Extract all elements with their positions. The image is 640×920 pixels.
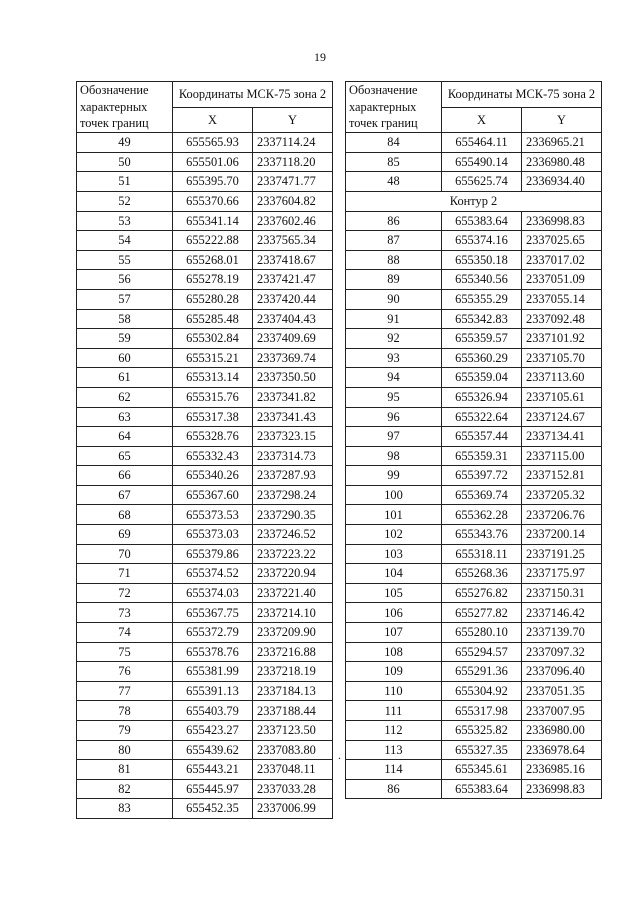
y-coordinate-cell: 2337420.44 bbox=[253, 289, 333, 309]
table-row bbox=[77, 525, 333, 545]
x-coordinate-cell: 655277.82 bbox=[442, 603, 522, 623]
point-number-cell: 98 bbox=[346, 446, 442, 466]
x-coordinate-cell: 655367.75 bbox=[173, 603, 253, 623]
y-coordinate-cell: 2337604.82 bbox=[253, 191, 333, 211]
table-row bbox=[346, 642, 602, 662]
x-coordinate-cell: 655464.11 bbox=[442, 133, 522, 153]
y-coordinate-cell: 2337113.60 bbox=[522, 368, 602, 388]
y-coordinate-cell: 2337017.02 bbox=[522, 250, 602, 270]
point-number-cell: 56 bbox=[77, 270, 173, 290]
table-row bbox=[346, 603, 602, 623]
point-number-cell: 51 bbox=[77, 172, 173, 192]
table-row bbox=[346, 701, 602, 721]
x-coordinate-cell: 655325.82 bbox=[442, 721, 522, 741]
x-coordinate-cell: 655322.64 bbox=[442, 407, 522, 427]
point-number-cell: 63 bbox=[77, 407, 173, 427]
point-number-cell: 109 bbox=[346, 662, 442, 682]
point-number-cell: 74 bbox=[77, 623, 173, 643]
table-row bbox=[346, 172, 602, 192]
table-row bbox=[77, 231, 333, 251]
point-number-cell: 107 bbox=[346, 623, 442, 643]
table-row bbox=[77, 387, 333, 407]
points-label-header: Обозначение характерных точек границ bbox=[346, 82, 442, 133]
point-number-cell: 73 bbox=[77, 603, 173, 623]
x-coordinate-cell: 655318.11 bbox=[442, 544, 522, 564]
table-row bbox=[77, 662, 333, 682]
table-row bbox=[77, 348, 333, 368]
x-coordinate-cell: 655350.18 bbox=[442, 250, 522, 270]
point-number-cell: 72 bbox=[77, 583, 173, 603]
point-number-cell: 60 bbox=[77, 348, 173, 368]
y-coordinate-cell: 2337105.70 bbox=[522, 348, 602, 368]
x-coordinate-cell: 655403.79 bbox=[173, 701, 253, 721]
point-number-cell: 89 bbox=[346, 270, 442, 290]
y-coordinate-cell: 2337341.43 bbox=[253, 407, 333, 427]
x-coordinate-cell: 655285.48 bbox=[173, 309, 253, 329]
y-coordinate-cell: 2337314.73 bbox=[253, 446, 333, 466]
y-coordinate-cell: 2337471.77 bbox=[253, 172, 333, 192]
y-coordinate-cell: 2337114.24 bbox=[253, 133, 333, 153]
point-number-cell: 87 bbox=[346, 231, 442, 251]
y-coordinate-cell: 2337421.47 bbox=[253, 270, 333, 290]
y-coordinate-cell: 2336980.48 bbox=[522, 152, 602, 172]
y-coordinate-cell: 2337191.25 bbox=[522, 544, 602, 564]
table-row bbox=[346, 427, 602, 447]
point-number-cell: 66 bbox=[77, 466, 173, 486]
coordinates-table-left bbox=[76, 81, 333, 819]
y-coordinate-cell: 2337083.80 bbox=[253, 740, 333, 760]
point-number-cell: 102 bbox=[346, 525, 442, 545]
table-row bbox=[77, 211, 333, 231]
point-number-cell: 82 bbox=[77, 779, 173, 799]
point-number-cell: 76 bbox=[77, 662, 173, 682]
x-coordinate-cell: 655360.29 bbox=[442, 348, 522, 368]
x-coordinate-cell: 655343.76 bbox=[442, 525, 522, 545]
point-number-cell: 54 bbox=[77, 231, 173, 251]
x-coordinate-cell: 655367.60 bbox=[173, 485, 253, 505]
y-coordinate-cell: 2337218.19 bbox=[253, 662, 333, 682]
x-coordinate-cell: 655383.64 bbox=[442, 211, 522, 231]
x-coordinate-cell: 655315.21 bbox=[173, 348, 253, 368]
table-row bbox=[77, 309, 333, 329]
table-row bbox=[346, 466, 602, 486]
point-number-cell: 108 bbox=[346, 642, 442, 662]
x-coordinate-cell: 655357.44 bbox=[442, 427, 522, 447]
table-row bbox=[346, 250, 602, 270]
x-coordinate-cell: 655359.04 bbox=[442, 368, 522, 388]
point-number-cell: 55 bbox=[77, 250, 173, 270]
table-row bbox=[346, 368, 602, 388]
x-coordinate-cell: 655379.86 bbox=[173, 544, 253, 564]
x-coordinate-cell: 655372.79 bbox=[173, 623, 253, 643]
y-coordinate-cell: 2337006.99 bbox=[253, 799, 333, 819]
x-coordinate-cell: 655383.64 bbox=[442, 779, 522, 799]
y-coordinate-cell: 2337409.69 bbox=[253, 329, 333, 349]
table-row bbox=[77, 407, 333, 427]
x-coordinate-cell: 655439.62 bbox=[173, 740, 253, 760]
table-row bbox=[346, 740, 602, 760]
x-coordinate-cell: 655326.94 bbox=[442, 387, 522, 407]
y-coordinate-cell: 2336998.83 bbox=[522, 211, 602, 231]
x-coordinate-cell: 655355.29 bbox=[442, 289, 522, 309]
point-number-cell: 97 bbox=[346, 427, 442, 447]
y-coordinate-cell: 2337418.67 bbox=[253, 250, 333, 270]
y-coordinate-cell: 2337123.50 bbox=[253, 721, 333, 741]
table-row bbox=[77, 191, 333, 211]
point-number-cell: 70 bbox=[77, 544, 173, 564]
point-number-cell: 49 bbox=[77, 133, 173, 153]
trailing-mark: . bbox=[338, 748, 341, 762]
x-coordinate-cell: 655304.92 bbox=[442, 681, 522, 701]
x-coordinate-cell: 655341.14 bbox=[173, 211, 253, 231]
point-number-cell: 100 bbox=[346, 485, 442, 505]
x-coordinate-cell: 655490.14 bbox=[442, 152, 522, 172]
point-number-cell: 103 bbox=[346, 544, 442, 564]
y-coordinate-cell: 2337216.88 bbox=[253, 642, 333, 662]
table-row bbox=[77, 329, 333, 349]
y-coordinate-cell: 2337175.97 bbox=[522, 564, 602, 584]
y-coordinate-cell: 2337341.82 bbox=[253, 387, 333, 407]
table-row bbox=[77, 799, 333, 819]
table-row bbox=[77, 603, 333, 623]
table-row bbox=[346, 152, 602, 172]
table-row bbox=[346, 505, 602, 525]
table-row bbox=[346, 544, 602, 564]
x-coordinate-cell: 655340.26 bbox=[173, 466, 253, 486]
table-row bbox=[346, 211, 602, 231]
y-coordinate-cell: 2337184.13 bbox=[253, 681, 333, 701]
y-coordinate-cell: 2336998.83 bbox=[522, 779, 602, 799]
point-number-cell: 99 bbox=[346, 466, 442, 486]
point-number-cell: 67 bbox=[77, 485, 173, 505]
x-coordinate-cell: 655445.97 bbox=[173, 779, 253, 799]
coordinates-header: Координаты МСК-75 зона 2 bbox=[442, 82, 602, 108]
y-coordinate-cell: 2337200.14 bbox=[522, 525, 602, 545]
point-number-cell: 80 bbox=[77, 740, 173, 760]
x-coordinate-cell: 655378.76 bbox=[173, 642, 253, 662]
point-number-cell: 65 bbox=[77, 446, 173, 466]
x-coordinate-cell: 655397.72 bbox=[442, 466, 522, 486]
point-number-cell: 84 bbox=[346, 133, 442, 153]
point-number-cell: 69 bbox=[77, 525, 173, 545]
x-coordinate-cell: 655317.38 bbox=[173, 407, 253, 427]
y-coordinate-cell: 2337146.42 bbox=[522, 603, 602, 623]
point-number-cell: 57 bbox=[77, 289, 173, 309]
table-row bbox=[346, 760, 602, 780]
x-coordinate-cell: 655362.28 bbox=[442, 505, 522, 525]
point-number-cell: 77 bbox=[77, 681, 173, 701]
point-number-cell: 110 bbox=[346, 681, 442, 701]
x-coordinate-cell: 655381.99 bbox=[173, 662, 253, 682]
table-row bbox=[77, 505, 333, 525]
point-number-cell: 86 bbox=[346, 211, 442, 231]
y-coordinate-cell: 2336934.40 bbox=[522, 172, 602, 192]
point-number-cell: 114 bbox=[346, 760, 442, 780]
y-coordinate-cell: 2337221.40 bbox=[253, 583, 333, 603]
table-row bbox=[77, 133, 333, 153]
x-column-header: X bbox=[173, 107, 253, 133]
x-coordinate-cell: 655359.57 bbox=[442, 329, 522, 349]
y-coordinate-cell: 2337134.41 bbox=[522, 427, 602, 447]
y-coordinate-cell: 2337152.81 bbox=[522, 466, 602, 486]
point-number-cell: 50 bbox=[77, 152, 173, 172]
y-coordinate-cell: 2337101.92 bbox=[522, 329, 602, 349]
table-row bbox=[77, 485, 333, 505]
point-number-cell: 112 bbox=[346, 721, 442, 741]
table-row bbox=[77, 544, 333, 564]
y-coordinate-cell: 2337033.28 bbox=[253, 779, 333, 799]
y-coordinate-cell: 2337188.44 bbox=[253, 701, 333, 721]
y-coordinate-cell: 2337124.67 bbox=[522, 407, 602, 427]
point-number-cell: 62 bbox=[77, 387, 173, 407]
table-row bbox=[346, 133, 602, 153]
table-row bbox=[346, 779, 602, 799]
table-row bbox=[77, 740, 333, 760]
table-row bbox=[346, 485, 602, 505]
x-coordinate-cell: 655280.10 bbox=[442, 623, 522, 643]
x-coordinate-cell: 655302.84 bbox=[173, 329, 253, 349]
y-coordinate-cell: 2337025.65 bbox=[522, 231, 602, 251]
coordinates-table-right bbox=[345, 81, 602, 799]
x-coordinate-cell: 655342.83 bbox=[442, 309, 522, 329]
y-coordinate-cell: 2337404.43 bbox=[253, 309, 333, 329]
x-coordinate-cell: 655332.43 bbox=[173, 446, 253, 466]
table-row bbox=[346, 681, 602, 701]
y-coordinate-cell: 2337350.50 bbox=[253, 368, 333, 388]
point-number-cell: 52 bbox=[77, 191, 173, 211]
x-coordinate-cell: 655374.52 bbox=[173, 564, 253, 584]
y-coordinate-cell: 2337565.34 bbox=[253, 231, 333, 251]
y-coordinate-cell: 2337298.24 bbox=[253, 485, 333, 505]
y-coordinate-cell: 2337246.52 bbox=[253, 525, 333, 545]
y-coordinate-cell: 2337118.20 bbox=[253, 152, 333, 172]
x-coordinate-cell: 655315.76 bbox=[173, 387, 253, 407]
y-coordinate-cell: 2337051.09 bbox=[522, 270, 602, 290]
point-number-cell: 48 bbox=[346, 172, 442, 192]
table-row bbox=[346, 721, 602, 741]
x-coordinate-cell: 655313.14 bbox=[173, 368, 253, 388]
x-coordinate-cell: 655452.35 bbox=[173, 799, 253, 819]
table-row bbox=[77, 779, 333, 799]
table-row bbox=[346, 270, 602, 290]
x-coordinate-cell: 655276.82 bbox=[442, 583, 522, 603]
y-coordinate-cell: 2337048.11 bbox=[253, 760, 333, 780]
section-row bbox=[346, 191, 602, 211]
x-coordinate-cell: 655291.36 bbox=[442, 662, 522, 682]
point-number-cell: 104 bbox=[346, 564, 442, 584]
x-coordinate-cell: 655317.98 bbox=[442, 701, 522, 721]
point-number-cell: 64 bbox=[77, 427, 173, 447]
x-coordinate-cell: 655395.70 bbox=[173, 172, 253, 192]
x-coordinate-cell: 655359.31 bbox=[442, 446, 522, 466]
table-row bbox=[77, 642, 333, 662]
point-number-cell: 92 bbox=[346, 329, 442, 349]
y-coordinate-cell: 2337096.40 bbox=[522, 662, 602, 682]
table-row bbox=[346, 231, 602, 251]
table-row bbox=[346, 309, 602, 329]
y-coordinate-cell: 2337055.14 bbox=[522, 289, 602, 309]
x-coordinate-cell: 655340.56 bbox=[442, 270, 522, 290]
table-row bbox=[77, 623, 333, 643]
table-row bbox=[346, 583, 602, 603]
table-row bbox=[77, 368, 333, 388]
x-coordinate-cell: 655625.74 bbox=[442, 172, 522, 192]
x-coordinate-cell: 655501.06 bbox=[173, 152, 253, 172]
y-coordinate-cell: 2337092.48 bbox=[522, 309, 602, 329]
point-number-cell: 75 bbox=[77, 642, 173, 662]
table-row bbox=[346, 662, 602, 682]
point-number-cell: 95 bbox=[346, 387, 442, 407]
table-row bbox=[346, 623, 602, 643]
table-row bbox=[346, 289, 602, 309]
point-number-cell: 96 bbox=[346, 407, 442, 427]
point-number-cell: 59 bbox=[77, 329, 173, 349]
table-row bbox=[77, 250, 333, 270]
point-number-cell: 78 bbox=[77, 701, 173, 721]
table-row bbox=[77, 564, 333, 584]
point-number-cell: 93 bbox=[346, 348, 442, 368]
x-coordinate-cell: 655391.13 bbox=[173, 681, 253, 701]
page-number: 19 bbox=[314, 50, 326, 64]
y-coordinate-cell: 2337290.35 bbox=[253, 505, 333, 525]
y-column-header: Y bbox=[522, 107, 602, 133]
table-row bbox=[77, 289, 333, 309]
point-number-cell: 91 bbox=[346, 309, 442, 329]
x-coordinate-cell: 655328.76 bbox=[173, 427, 253, 447]
table-row bbox=[77, 172, 333, 192]
table-row bbox=[77, 446, 333, 466]
x-coordinate-cell: 655222.88 bbox=[173, 231, 253, 251]
table-row bbox=[346, 407, 602, 427]
x-coordinate-cell: 655327.35 bbox=[442, 740, 522, 760]
point-number-cell: 86 bbox=[346, 779, 442, 799]
point-number-cell: 53 bbox=[77, 211, 173, 231]
table-row bbox=[77, 427, 333, 447]
y-coordinate-cell: 2337007.95 bbox=[522, 701, 602, 721]
table-row bbox=[77, 583, 333, 603]
point-number-cell: 61 bbox=[77, 368, 173, 388]
y-coordinate-cell: 2337051.35 bbox=[522, 681, 602, 701]
point-number-cell: 83 bbox=[77, 799, 173, 819]
point-number-cell: 88 bbox=[346, 250, 442, 270]
x-coordinate-cell: 655278.19 bbox=[173, 270, 253, 290]
point-number-cell: 94 bbox=[346, 368, 442, 388]
y-column-header: Y bbox=[253, 107, 333, 133]
y-coordinate-cell: 2337139.70 bbox=[522, 623, 602, 643]
table-row bbox=[346, 329, 602, 349]
table-row bbox=[346, 446, 602, 466]
y-coordinate-cell: 2337287.93 bbox=[253, 466, 333, 486]
y-coordinate-cell: 2337602.46 bbox=[253, 211, 333, 231]
table-row bbox=[346, 564, 602, 584]
coordinates-header: Координаты МСК-75 зона 2 bbox=[173, 82, 333, 108]
table-row bbox=[77, 152, 333, 172]
points-label-header: Обозначение характерных точек границ bbox=[77, 82, 173, 133]
x-column-header: X bbox=[442, 107, 522, 133]
table-row bbox=[346, 525, 602, 545]
x-coordinate-cell: 655370.66 bbox=[173, 191, 253, 211]
x-coordinate-cell: 655294.57 bbox=[442, 642, 522, 662]
point-number-cell: 105 bbox=[346, 583, 442, 603]
table-row bbox=[77, 270, 333, 290]
table-row bbox=[77, 681, 333, 701]
point-number-cell: 68 bbox=[77, 505, 173, 525]
y-coordinate-cell: 2336980.00 bbox=[522, 721, 602, 741]
x-coordinate-cell: 655345.61 bbox=[442, 760, 522, 780]
point-number-cell: 79 bbox=[77, 721, 173, 741]
y-coordinate-cell: 2337150.31 bbox=[522, 583, 602, 603]
point-number-cell: 106 bbox=[346, 603, 442, 623]
x-coordinate-cell: 655565.93 bbox=[173, 133, 253, 153]
point-number-cell: 90 bbox=[346, 289, 442, 309]
table-row bbox=[77, 760, 333, 780]
y-coordinate-cell: 2337209.90 bbox=[253, 623, 333, 643]
y-coordinate-cell: 2337105.61 bbox=[522, 387, 602, 407]
y-coordinate-cell: 2336965.21 bbox=[522, 133, 602, 153]
y-coordinate-cell: 2337323.15 bbox=[253, 427, 333, 447]
point-number-cell: 58 bbox=[77, 309, 173, 329]
x-coordinate-cell: 655373.53 bbox=[173, 505, 253, 525]
x-coordinate-cell: 655373.03 bbox=[173, 525, 253, 545]
y-coordinate-cell: 2337097.32 bbox=[522, 642, 602, 662]
x-coordinate-cell: 655268.36 bbox=[442, 564, 522, 584]
point-number-cell: 101 bbox=[346, 505, 442, 525]
point-number-cell: 111 bbox=[346, 701, 442, 721]
point-number-cell: 71 bbox=[77, 564, 173, 584]
table-row bbox=[346, 387, 602, 407]
x-coordinate-cell: 655374.03 bbox=[173, 583, 253, 603]
table-row bbox=[346, 348, 602, 368]
x-coordinate-cell: 655423.27 bbox=[173, 721, 253, 741]
x-coordinate-cell: 655268.01 bbox=[173, 250, 253, 270]
y-coordinate-cell: 2337205.32 bbox=[522, 485, 602, 505]
y-coordinate-cell: 2337223.22 bbox=[253, 544, 333, 564]
y-coordinate-cell: 2337369.74 bbox=[253, 348, 333, 368]
table-row bbox=[77, 701, 333, 721]
x-coordinate-cell: 655374.16 bbox=[442, 231, 522, 251]
x-coordinate-cell: 655280.28 bbox=[173, 289, 253, 309]
x-coordinate-cell: 655443.21 bbox=[173, 760, 253, 780]
x-coordinate-cell: 655369.74 bbox=[442, 485, 522, 505]
section-label: Контур 2 bbox=[346, 191, 602, 211]
y-coordinate-cell: 2337115.00 bbox=[522, 446, 602, 466]
y-coordinate-cell: 2336985.16 bbox=[522, 760, 602, 780]
y-coordinate-cell: 2336978.64 bbox=[522, 740, 602, 760]
point-number-cell: 85 bbox=[346, 152, 442, 172]
y-coordinate-cell: 2337206.76 bbox=[522, 505, 602, 525]
table-row bbox=[77, 466, 333, 486]
point-number-cell: 113 bbox=[346, 740, 442, 760]
y-coordinate-cell: 2337214.10 bbox=[253, 603, 333, 623]
table-row bbox=[77, 721, 333, 741]
point-number-cell: 81 bbox=[77, 760, 173, 780]
y-coordinate-cell: 2337220.94 bbox=[253, 564, 333, 584]
